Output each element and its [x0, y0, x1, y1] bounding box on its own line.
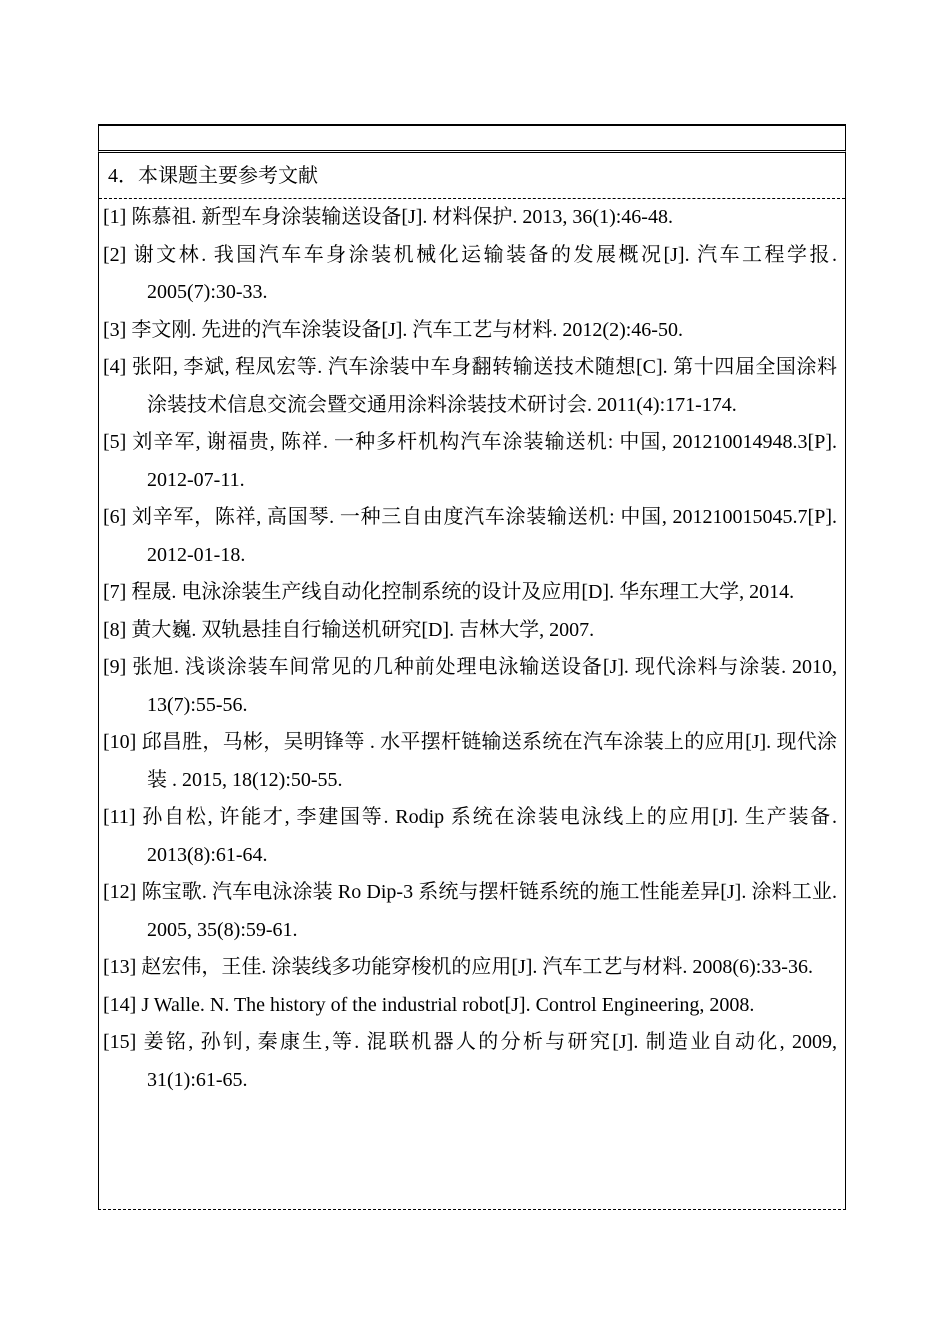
reference-item: [11] 孙自松, 许能才, 李建国等. Rodip 系统在涂装电泳线上的应用[J]. 生产装备. 2013(8):61-64.	[103, 806, 837, 866]
reference-item: [2] 谢文林. 我国汽车车身涂装机械化运输装备的发展概况[J]. 汽车工程学报. 2005(7):30-33.	[103, 243, 837, 303]
table-header-row	[98, 124, 846, 153]
form-table	[98, 124, 846, 1210]
reference-item: [3] 李文刚. 先进的汽车涂装设备[J]. 汽车工艺与材料. 2012(2):46-50.	[103, 318, 683, 341]
reference-item: [14] J Walle. N. The history of the industrial robot[J]. Control Engineering, 2008.	[103, 993, 755, 1016]
references-cell	[98, 153, 846, 1210]
section-heading: 4．本课题主要参考文献	[99, 153, 845, 199]
reference-item: [15] 姜铭, 孙钊, 秦康生,等. 混联机器人的分析与研究[J]. 制造业自动化, 2009, 31(1):61-65.	[103, 1031, 837, 1091]
reference-item: [1] 陈慕祖. 新型车身涂装输送设备[J]. 材料保护. 2013, 36(1):46-48.	[103, 206, 673, 228]
reference-item: [4] 张阳, 李斌, 程凤宏等. 汽车涂装中车身翻转输送技术随想[C]. 第十四届全国涂料涂装技术信息交流会暨交通用涂料涂装技术研讨会. 2011(4):171-174.	[103, 356, 837, 416]
reference-item: [10] 邱昌胜，马彬，吴明锋等 . 水平摆杆链输送系统在汽车涂装上的应用[J]. 现代涂装 . 2015, 18(12):50-55.	[103, 731, 837, 791]
reference-list	[99, 199, 845, 1099]
reference-item: [7] 程晟. 电泳涂装生产线自动化控制系统的设计及应用[D]. 华东理工大学, 2014.	[103, 581, 795, 603]
reference-item: [9] 张旭. 浅谈涂装车间常见的几种前处理电泳输送设备[J]. 现代涂料与涂装. 2010, 13(7):55-56.	[103, 656, 837, 716]
reference-item: [6] 刘辛军，陈祥, 高国琴. 一种三自由度汽车涂装输送机: 中国, 201210015045.7[P]. 2012-01-18.	[103, 506, 837, 566]
reference-item: [13] 赵宏伟，王佳. 涂装线多功能穿梭机的应用[J]. 汽车工艺与材料. 2008(6):33-36.	[103, 956, 813, 978]
reference-item: [12] 陈宝歌. 汽车电泳涂装 Ro Dip-3 系统与摆杆链系统的施工性能差异[J]. 涂料工业. 2005, 35(8):59-61.	[103, 881, 837, 941]
reference-item: [5] 刘辛军, 谢福贵, 陈祥. 一种多杆机构汽车涂装输送机: 中国, 201210014948.3[P]. 2012-07-11.	[103, 431, 837, 491]
reference-item: [8] 黄大巍. 双轨悬挂自行输送机研究[D]. 吉林大学, 2007.	[103, 618, 595, 641]
